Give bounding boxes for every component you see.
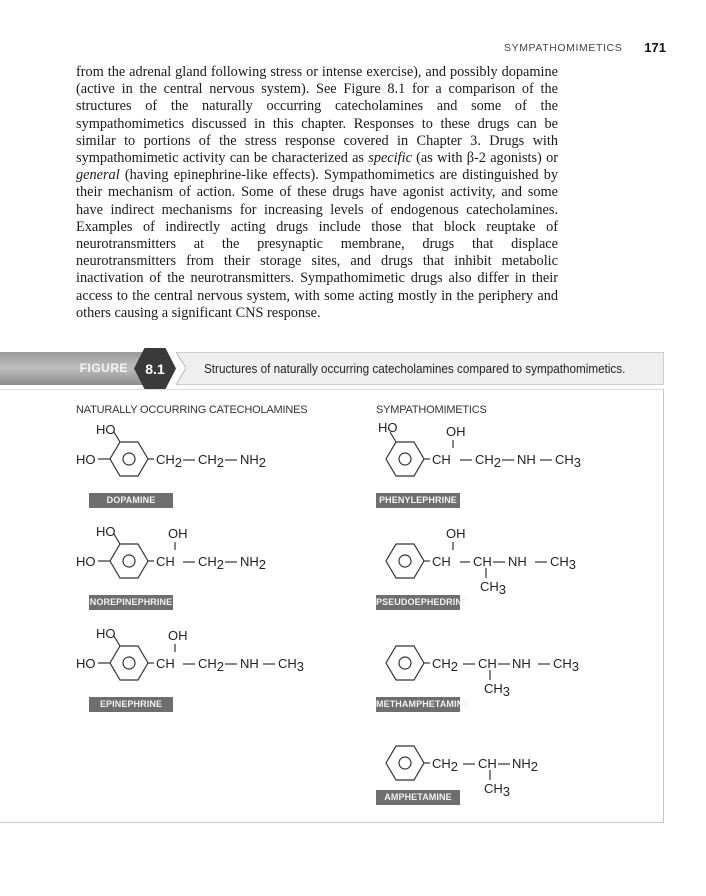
figure-number: 8.1 — [145, 361, 165, 377]
svg-text:NH: NH — [517, 452, 536, 467]
svg-text:CH: CH — [478, 656, 497, 671]
pseudoephedrine-structure — [376, 524, 636, 604]
left-column-title: NATURALLY OCCURRING CATECHOLAMINES — [76, 404, 308, 416]
svg-text:CH: CH — [432, 452, 451, 467]
methamphetamine-label: METHAMPHETAMINE — [376, 697, 460, 712]
figure-caption: Structures of naturally occurring catecholamines compared to sympathomimetics. — [204, 361, 626, 376]
norepinephrine-label: NOREPINEPHRINE — [89, 595, 173, 610]
body-paragraph — [76, 64, 558, 322]
dopamine-label: DOPAMINE — [89, 493, 173, 508]
svg-text:NH: NH — [508, 554, 527, 569]
svg-text:HO: HO — [96, 524, 116, 539]
svg-text:NH: NH — [512, 656, 531, 671]
epinephrine-structure — [76, 626, 336, 706]
body-text-part: from the adrenal gland following stress or intense exercise), and possibly dopamine (active in the central nervous system). See Figure 8.1 for a comparison of the structures of the naturally occurring catecholamines and some of the sympathomimetics discussed in this chapter. Responses to these drugs can be similar to portions of the stress response covered in Chapter 3. Drugs with sympathomimetic activity can be characterized as — [76, 64, 558, 167]
svg-text:CH: CH — [156, 656, 175, 671]
svg-text:HO: HO — [76, 554, 96, 569]
svg-text:NH: NH — [240, 656, 259, 671]
svg-text:CH3: CH3 — [484, 781, 511, 799]
svg-text:CH: CH — [473, 554, 492, 569]
svg-text:CH: CH — [156, 554, 175, 569]
chevron-icon — [176, 352, 186, 385]
emphasis-general: general — [76, 167, 120, 184]
amphetamine-label: AMPHETAMINE — [376, 790, 460, 805]
body-text-part: (having epinephrine-like effects). Sympathomimetics are distinguished by their mechanism of action. Some of these drugs have agonist activity, and some have indirect mechanisms for increasing levels of endogenous catecholamines. Examples of indirectly acting drugs include those that block reuptake of neurotransmitters at the presynaptic membrane, drugs that displace neurotransmitters from their storage sites, and drugs that inhibit metabolic inactivation of the neurotransmitters. Sympathomimetic drugs also differ in their access to the central nervous system, with some acting mostly in the periphery and others causing a significant CNS response. — [76, 167, 558, 321]
svg-text:CH2: CH2 — [198, 452, 225, 470]
ho-group: HO — [96, 422, 116, 437]
svg-text:HO: HO — [76, 452, 96, 467]
svg-text:CH3: CH3 — [553, 656, 580, 674]
body-text-part: (as with β-2 agonists) or — [411, 150, 558, 167]
svg-text:OH: OH — [168, 628, 188, 643]
svg-text:CH2: CH2 — [156, 452, 183, 470]
figure-label: FIGURE — [79, 361, 128, 375]
running-head-section: SYMPATHOMIMETICS — [504, 41, 623, 54]
svg-text:CH3: CH3 — [550, 554, 577, 572]
svg-text:HO: HO — [378, 420, 398, 435]
figure-body — [0, 389, 664, 823]
svg-text:NH2: NH2 — [512, 756, 539, 774]
svg-text:CH: CH — [478, 756, 497, 771]
svg-text:CH3: CH3 — [278, 656, 305, 674]
running-head — [504, 40, 666, 55]
svg-text:OH: OH — [446, 424, 466, 439]
svg-text:HO: HO — [76, 656, 96, 671]
dopamine-structure — [76, 424, 336, 504]
svg-text:CH: CH — [432, 554, 451, 569]
figure-label-bar — [0, 352, 150, 385]
svg-text:NH2: NH2 — [240, 554, 267, 572]
svg-text:OH: OH — [446, 526, 466, 541]
figure-header — [0, 352, 664, 385]
right-column-title: SYMPATHOMIMETICS — [376, 404, 487, 416]
svg-text:NH2: NH2 — [240, 452, 267, 470]
svg-text:CH2: CH2 — [198, 656, 225, 674]
page-number: 171 — [644, 40, 666, 55]
svg-text:CH2: CH2 — [475, 452, 502, 470]
svg-text:CH3: CH3 — [484, 681, 511, 699]
svg-text:OH: OH — [168, 526, 188, 541]
norepinephrine-structure — [76, 524, 336, 604]
svg-text:CH2: CH2 — [432, 656, 459, 674]
svg-text:CH3: CH3 — [555, 452, 582, 470]
phenylephrine-label: PHENYLEPHRINE — [376, 493, 460, 508]
svg-text:HO: HO — [96, 626, 116, 641]
methamphetamine-structure — [376, 626, 636, 706]
svg-text:CH2: CH2 — [198, 554, 225, 572]
phenylephrine-structure — [376, 420, 636, 504]
pseudoephedrine-label: PSEUDOEPHEDRINE — [376, 595, 460, 610]
svg-text:CH3: CH3 — [480, 579, 507, 597]
svg-text:CH2: CH2 — [432, 756, 459, 774]
emphasis-specific: specific — [368, 150, 412, 167]
epinephrine-label: EPINEPHRINE — [89, 697, 173, 712]
